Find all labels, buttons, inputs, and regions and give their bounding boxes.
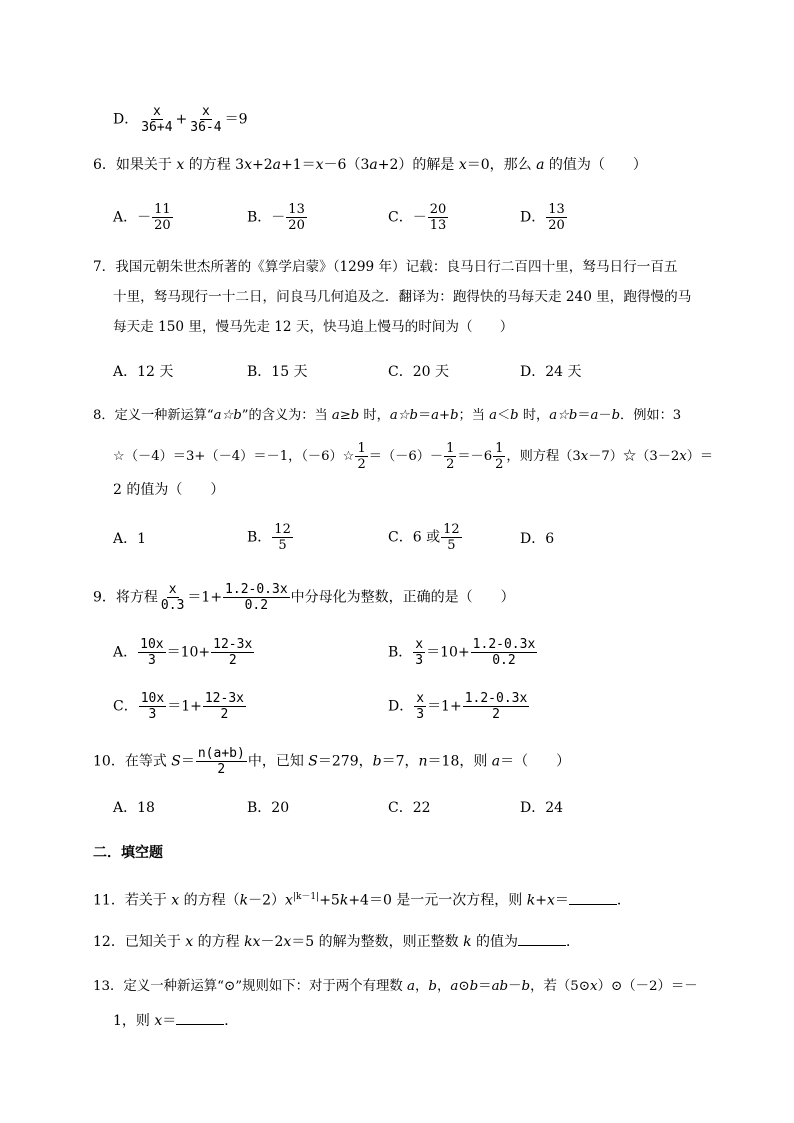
fraction: $\frac{x}{36+4}$ <box>141 104 173 135</box>
fraction: $\frac{1}{2}$ <box>446 441 455 472</box>
q7-stem-line1: 7．我国元朝朱世杰所著的《算学启蒙》（1299 年）记载：良马日行二百四十里，驽马日行一百五 <box>93 259 678 275</box>
fraction: $\frac{1}{2}$ <box>495 441 504 472</box>
q10-option-b[interactable]: B．20 <box>247 800 290 816</box>
answer-blank[interactable] <box>176 1010 224 1025</box>
fraction: $\frac{x}{36-4}$ <box>190 104 222 135</box>
fraction: $\frac{1.2-0.3x}{0.2}$ <box>472 637 536 668</box>
q5-option-d[interactable]: D． $\frac{x}{36+4}$ + $\frac{x}{36-4}$ ＝9 <box>113 104 248 135</box>
q10-stem: 10．在等式 S＝ $\frac{n(a+b)}{2}$ 中，已知 S＝279，b＝7，n＝18，则 a＝（ ） <box>93 746 571 777</box>
q11-stem: 11．若关于 x 的方程$(k-2)x^{|k-1|}+5k+4=0$ 是一元一次方程，则 k+x＝ ． <box>93 887 631 911</box>
q8-stem-line2: ☆（－4）＝3+（－4）＝－1，（－6）☆ $\frac{1}{2}$ ＝（－6）－ $\frac{1}{2}$ ＝－6 $\frac{1}{2}$ ，则方程（3x－7）☆（3－2x）＝ <box>113 441 714 472</box>
q7-option-b[interactable]: B．15 天 <box>247 364 308 380</box>
q6-option-b[interactable]: B．－ $\frac{13}{20}$ <box>247 202 305 233</box>
fraction: $\frac{x}{3}$ <box>415 637 424 668</box>
q6-option-a[interactable]: A．－ $\frac{11}{20}$ <box>113 202 171 233</box>
answer-blank[interactable] <box>518 931 566 946</box>
fraction: $\frac{20}{13}$ <box>429 202 447 233</box>
answer-blank[interactable] <box>569 890 617 905</box>
fraction: $\frac{12-3x}{2}$ <box>213 637 253 668</box>
fraction: $\frac{1.2-0.3x}{2}$ <box>464 691 528 722</box>
q10-option-c[interactable]: C．22 <box>388 800 431 816</box>
q8-stem-line1: 8．定义一种新运算“a☆b”的含义为：当 a≥b 时，a☆b＝a+b；当 a＜b 时，a☆b＝a－b．例如：3 <box>93 408 682 423</box>
fraction: $\frac{12-3x}{2}$ <box>204 691 244 722</box>
q7-option-d[interactable]: D．24 天 <box>520 364 582 380</box>
q7-stem-line3: 每天走 150 里，慢马先走 12 天，快马追上慢马的时间为（ ） <box>113 319 514 335</box>
fraction: $\frac{1}{2}$ <box>357 441 366 472</box>
q8-option-a[interactable]: A．1 <box>113 531 147 547</box>
q9-option-a[interactable]: A． $\frac{10x}{3}$ ＝10+ $\frac{12-3x}{2}$ <box>113 637 253 668</box>
fraction: $\frac{12}{5}$ <box>274 522 291 553</box>
q9-option-b[interactable]: B． $\frac{x}{3}$ ＝10+ $\frac{1.2-0.3x}{0.2}$ <box>388 637 536 668</box>
fraction: $\frac{11}{20}$ <box>154 202 171 233</box>
section-heading: 二．填空题 <box>93 845 163 861</box>
q13-stem-line1: 13．定义一种新运算“⊙”规则如下：对于两个有理数 a，b，a⊙b＝ab－b，若（5⊙x）⊙（－2）＝－ <box>93 979 698 994</box>
fraction: $\frac{x}{0.3}$ <box>160 582 185 613</box>
fraction: $\frac{13}{20}$ <box>288 202 305 233</box>
q6-option-c[interactable]: C．－ $\frac{20}{13}$ <box>388 202 447 233</box>
q8-option-b[interactable]: B． $\frac{12}{5}$ <box>247 522 291 553</box>
q9-option-d[interactable]: D． $\frac{x}{3}$ ＝1+ $\frac{1.2-0.3x}{2}$ <box>388 691 528 722</box>
q8-stem-line3: 2 的值为（ ） <box>113 482 225 498</box>
q12-stem: 12．已知关于 x 的方程 kx－2x＝5 的解为整数，则正整数 k 的值为 ． <box>93 931 580 952</box>
fraction: $\frac{13}{20}$ <box>548 202 565 233</box>
fraction: $\frac{n(a+b)}{2}$ <box>197 746 245 777</box>
fraction: $\frac{1.2-0.3x}{0.2}$ <box>225 582 288 613</box>
q10-option-a[interactable]: A．18 <box>113 800 155 816</box>
q9-stem: 9．将方程 $\frac{x}{0.3}$ ＝1+ $\frac{1.2-0.3x}{0.2}$ 中分母化为整数，正确的是（ ） <box>93 582 515 613</box>
q9-option-c[interactable]: C． $\frac{10x}{3}$ ＝1+ $\frac{12-3x}{2}$ <box>113 691 244 722</box>
q8-option-d[interactable]: D．6 <box>520 531 555 547</box>
q7-stem-line2: 十里，驽马现行一十二日，问良马几何追及之．翻译为：跑得快的马每天走 240 里，跑得慢的马 <box>113 289 692 305</box>
q6-option-d[interactable]: D． $\frac{13}{20}$ <box>520 202 565 233</box>
q13-stem-line2: 1，则 x＝ ． <box>113 1010 238 1031</box>
q10-option-d[interactable]: D．24 <box>520 800 564 816</box>
fraction: $\frac{x}{3}$ <box>416 691 425 722</box>
q6-stem: 6．如果关于 x 的方程 3x+2a+1＝x－6（3a+2）的解是 x＝0，那么 a 的值为（ ） <box>93 157 647 173</box>
option-label: D． <box>113 111 139 128</box>
fraction: $\frac{10x}{3}$ <box>140 691 165 722</box>
fraction: $\frac{12}{5}$ <box>443 522 460 553</box>
q8-option-c[interactable]: C．6 或 $\frac{12}{5}$ <box>388 522 460 553</box>
q7-option-a[interactable]: A．12 天 <box>113 364 174 380</box>
q7-option-c[interactable]: C．20 天 <box>388 364 449 380</box>
fraction: $\frac{10x}{3}$ <box>140 637 164 668</box>
